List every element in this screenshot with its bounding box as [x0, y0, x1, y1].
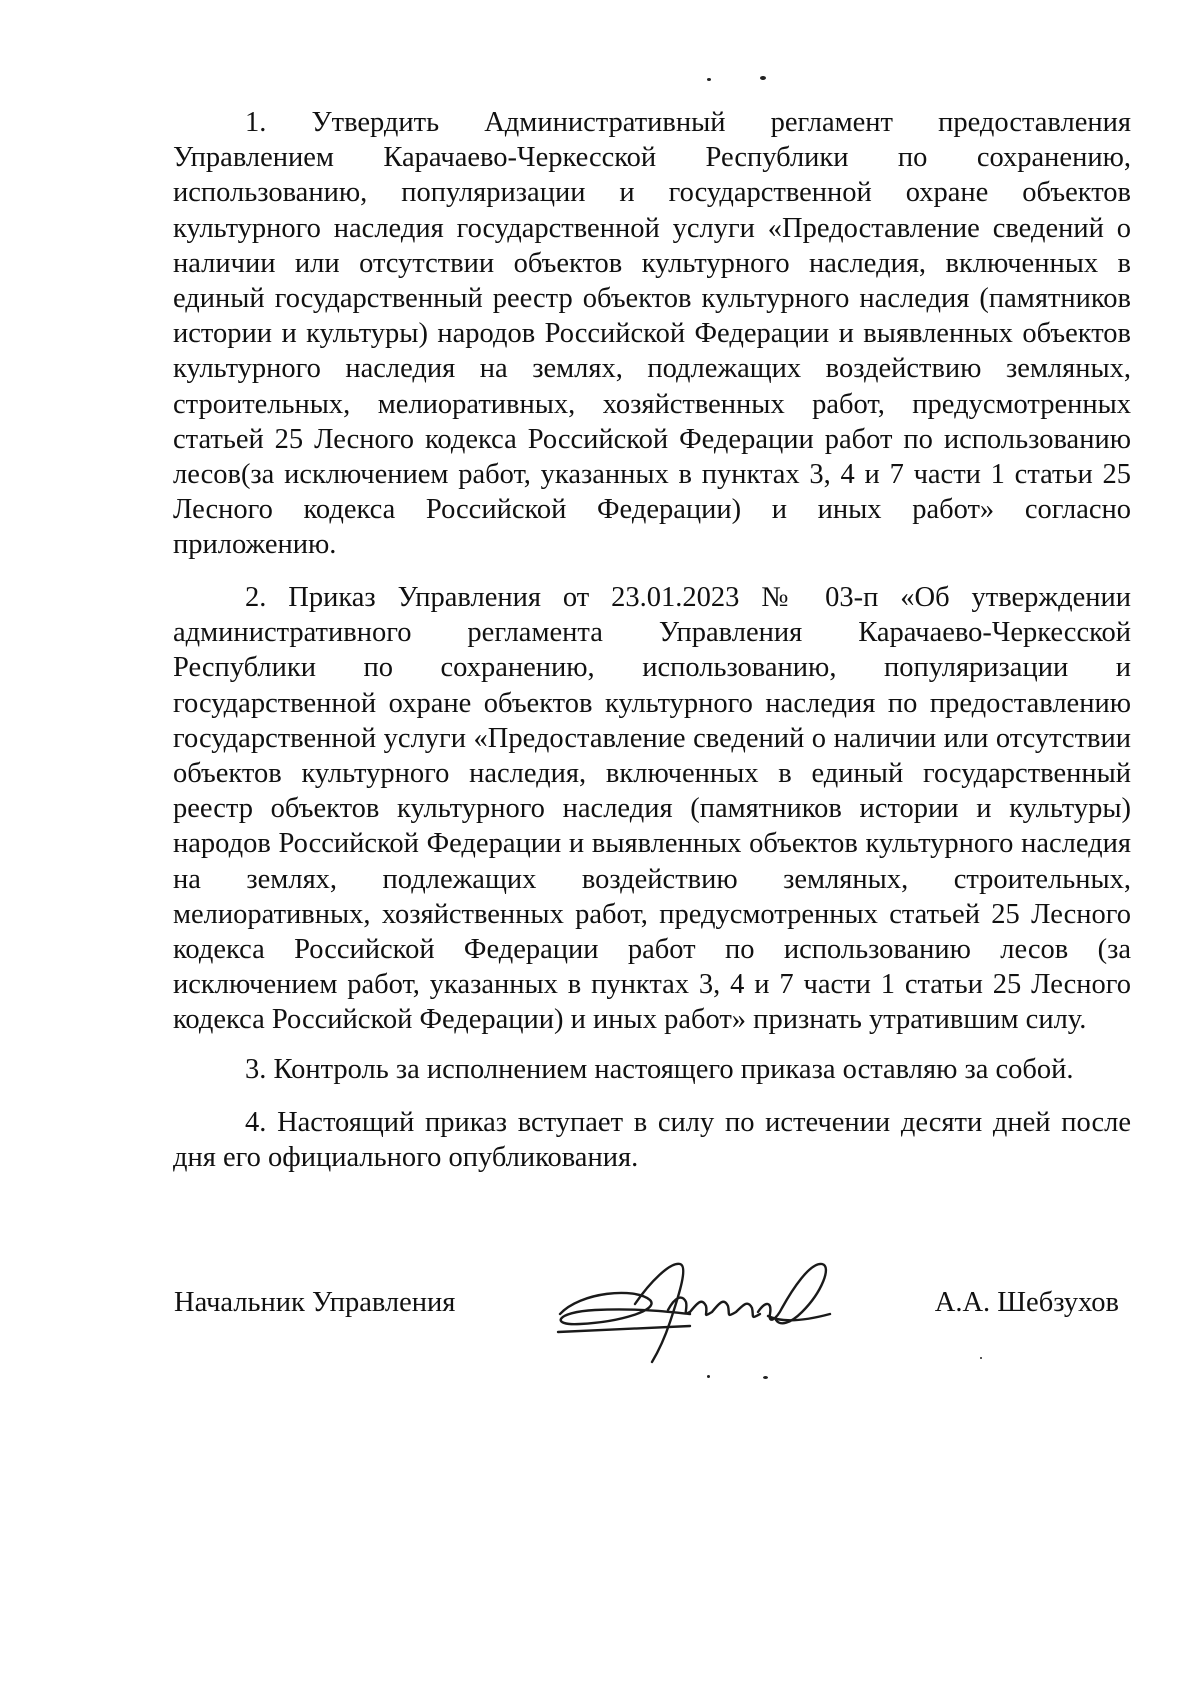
scan-speck: [980, 1357, 982, 1359]
scan-speck: [763, 1376, 768, 1379]
paragraph-2: 2. Приказ Управления от 23.01.2023 № 03-п «Об утверждении административного регламента Управления Карачаево-Черкесской Республики по сохранению, использованию, популяризации и государственной охране объектов культурного наследия по предоставлению государственной услуги «Предоставление сведений о наличии или отсутствии объектов культурного наследия, включенных в единый государственный реестр объектов культурного наследия (памятников истории и культуры) народов Российской Федерации и выявленных объектов культурного наследия на землях, подлежащих воздействию земляных, строительных, мелиоративных, хозяйственных работ, предусмотренных статьей 25 Лесного кодекса Российской Федерации работ по использованию лесов (за исключением работ, указанных в пунктах 3, 4 и 7 части 1 статьи 25 Лесного кодекса Российской Федерации) и иных работ» признать утратившим силу.: [173, 582, 1131, 1036]
scan-speck: [760, 76, 766, 80]
signatory-name: А.А. Шебзухов: [934, 1287, 1119, 1318]
scan-speck: [707, 1375, 710, 1378]
paragraph-4: 4. Настоящий приказ вступает в силу по истечении десяти дней после дня его официального опубликования.: [173, 1107, 1131, 1174]
paragraph-3: 3. Контроль за исполнением настоящего приказа оставляю за собой.: [245, 1054, 1074, 1085]
paragraph-1: 1. Утвердить Административный регламент предоставления Управлением Карачаево-Черкесской Республики по сохранению, использованию, популяризации и государственной охране объектов культурного наследия государственной услуги «Предоставление сведений о наличии или отсутствии объектов культурного наследия, включенных в единый государственный реестр объектов культурного наследия (памятников истории и культуры) народов Российской Федерации и выявленных объектов культурного наследия на землях, подлежащих воздействию земляных, строительных, мелиоративных, хозяйственных работ, предусмотренных статьей 25 Лесного кодекса Российской Федерации работ по использованию лесов(за исключением работ, указанных в пунктах 3, 4 и 7 части 1 статьи 25 Лесного кодекса Российской Федерации) и иных работ» согласно приложению.: [173, 107, 1131, 561]
handwritten-signature: [540, 1252, 850, 1372]
scan-speck: [707, 78, 711, 81]
signatory-position: Начальник Управления: [174, 1287, 456, 1318]
